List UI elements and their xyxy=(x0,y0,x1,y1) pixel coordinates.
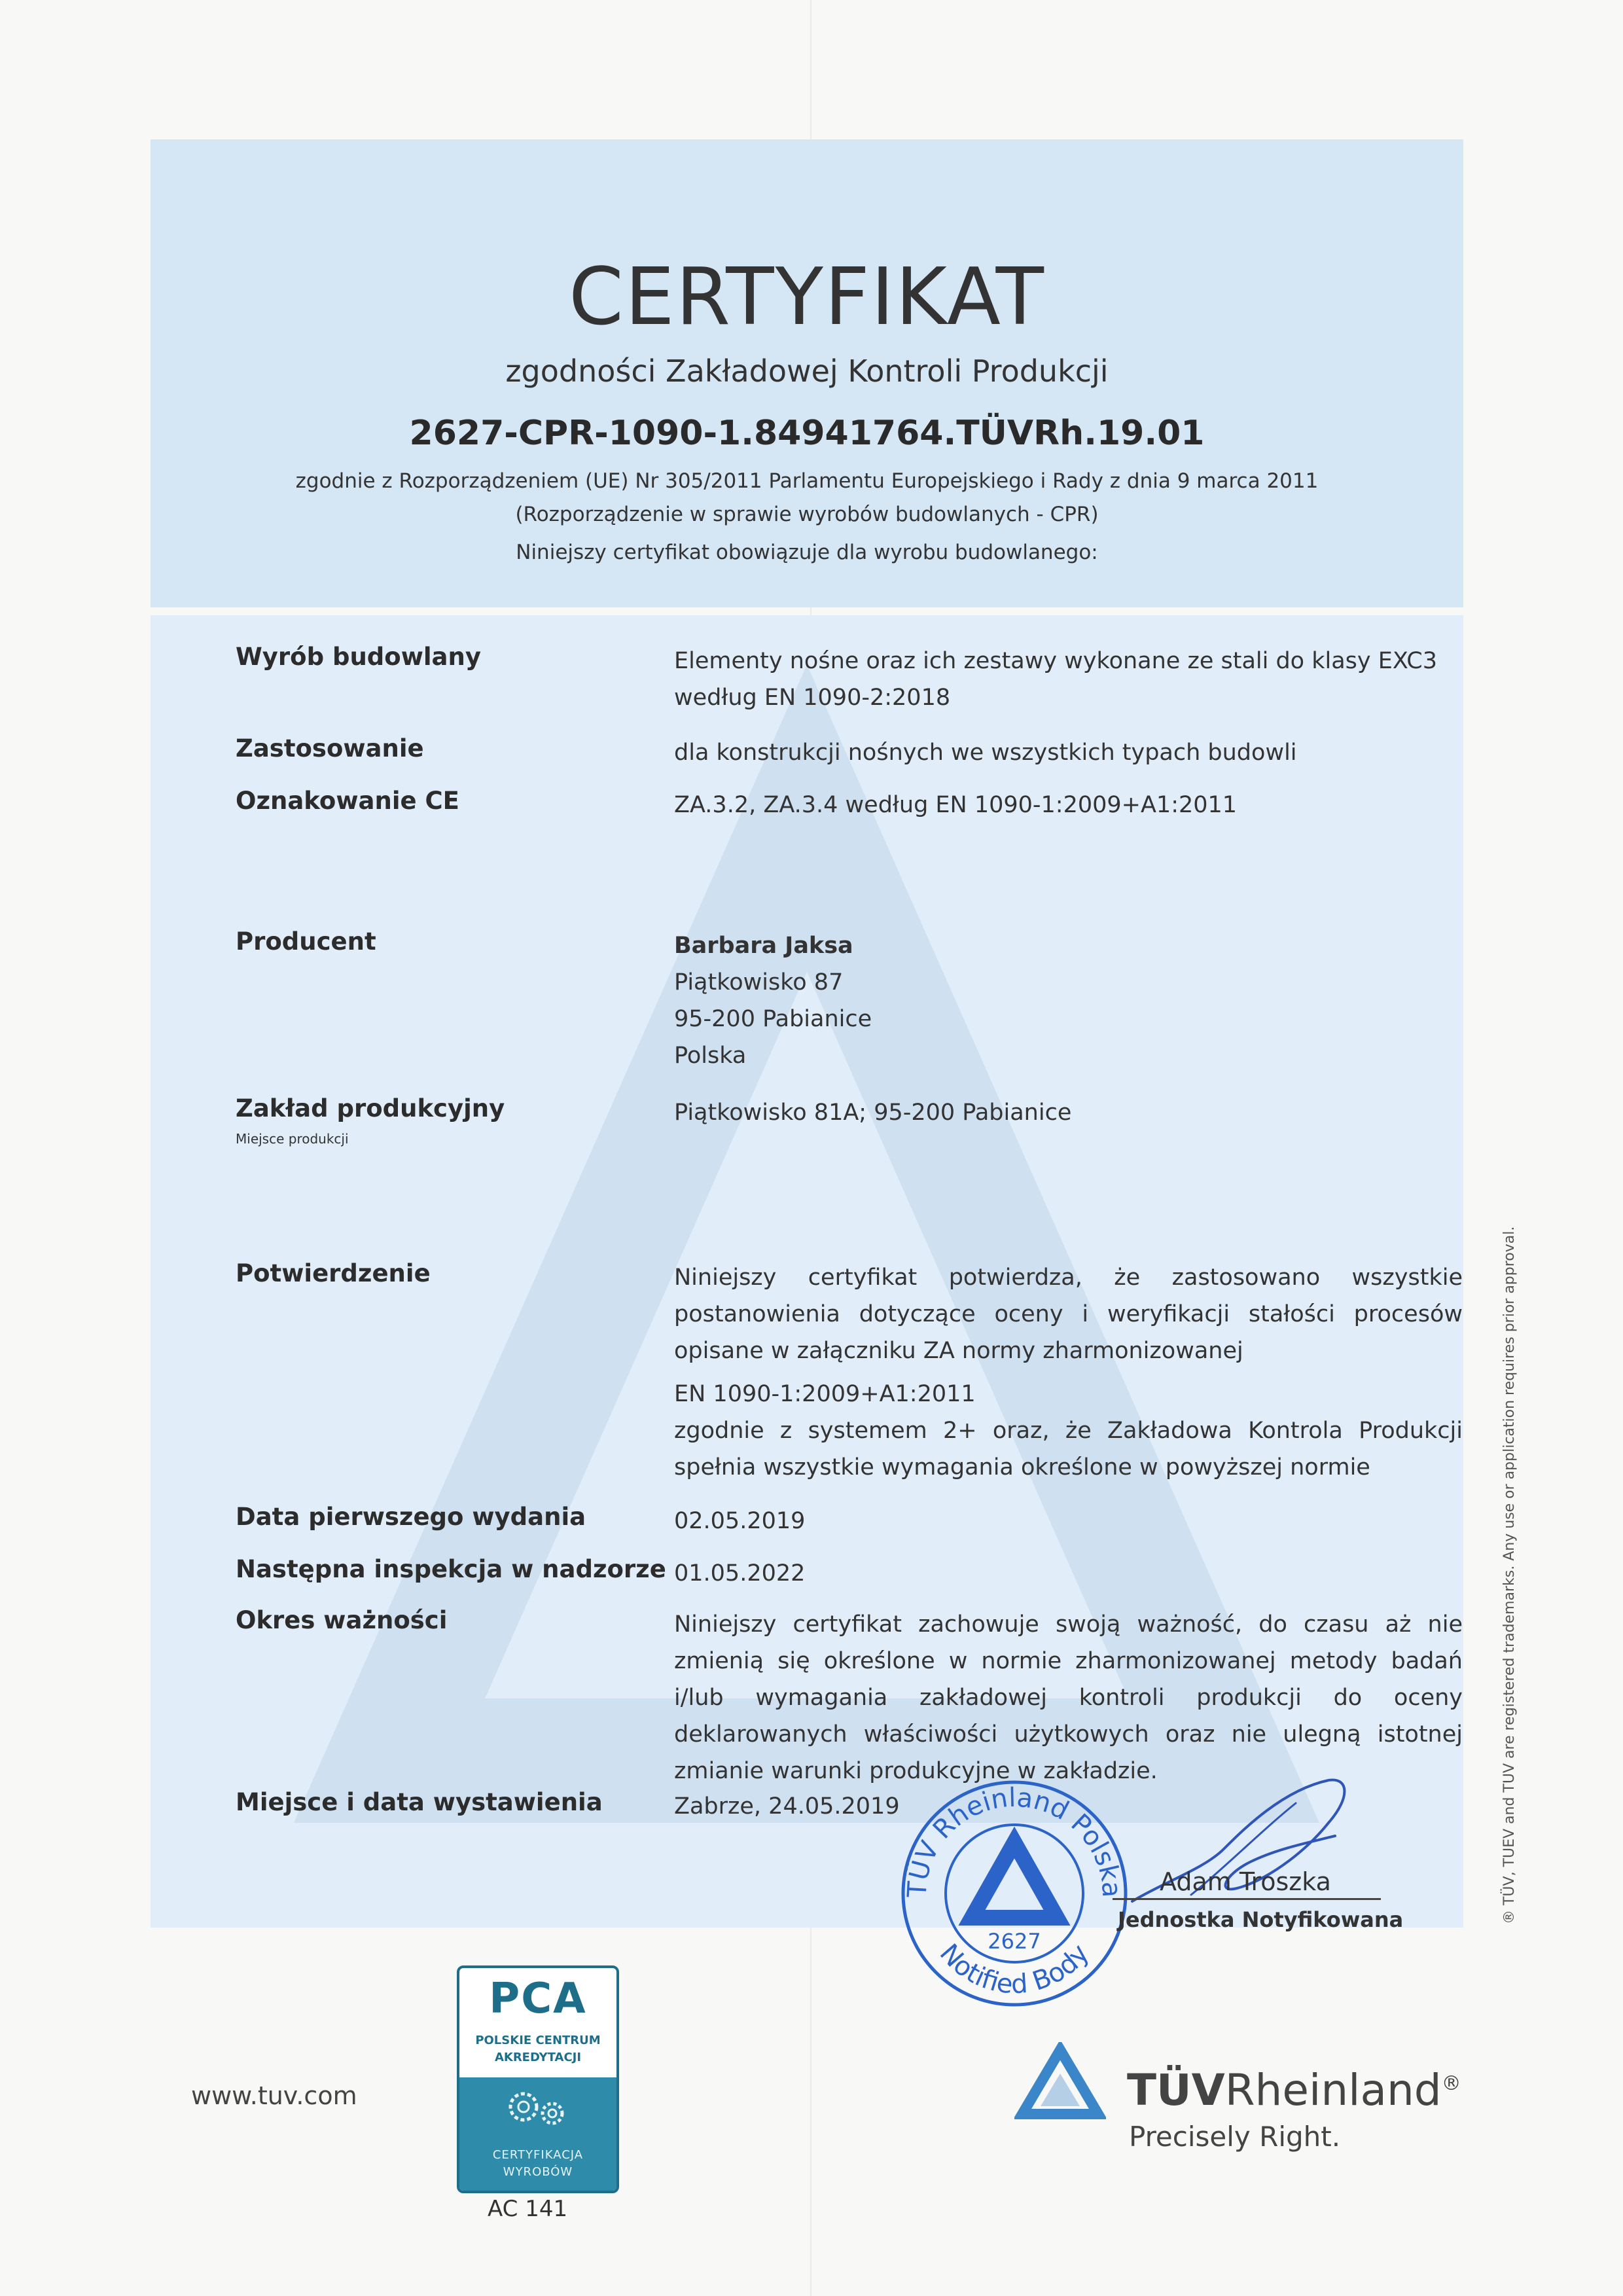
pca-name-line: AKREDYTACJI xyxy=(494,2051,582,2064)
pca-accreditation-code: AC 141 xyxy=(488,2196,568,2222)
pca-certification-band xyxy=(459,2077,616,2191)
pca-logo-text: PCA xyxy=(489,1975,587,2023)
confirmation-text: zgodnie z systemem 2+ oraz, że Zakładowa Kontrola Produkcji spełnia wszystkie wymagania określone w powyższej normie xyxy=(674,1418,1463,1480)
field-value: Elementy nośne oraz ich zestawy wykonane ze stali do klasy EXC3 według EN 1090-2:2018 xyxy=(674,648,1437,711)
certificate-title: CERTYFIKAT xyxy=(569,252,1045,343)
tuv-triangle-logo-icon xyxy=(1014,2042,1106,2121)
signature-line xyxy=(1113,1898,1381,1900)
field-value: Niniejszy certyfikat zachowuje swoją ważność, do czasu aż nie zmienią się określone w normie zharmonizowanej metody badań i/lub wymagania zakładowej kontroli produkcji do oceny deklarowanych właściwości użytkowych oraz nie ulegną istotnej zmianie warunki produkcyjne w zakładzie. xyxy=(674,1611,1463,1784)
signer-name: Adam Troszka xyxy=(1160,1867,1331,1896)
website-link[interactable]: www.tuv.com xyxy=(191,2081,357,2110)
trademark-note: ® TÜV, TUEV and TUV are registered trademarks. Any use or application requires prior approval. xyxy=(1501,1226,1518,1924)
certificate-subtitle: zgodności Zakładowej Kontroli Produkcji xyxy=(505,353,1109,389)
field-label: Zakład produkcyjny xyxy=(236,1094,505,1122)
stamp-number: 2627 xyxy=(988,1929,1041,1954)
regulation-line: (Rozporządzenie w sprawie wyrobów budowlanych - CPR) xyxy=(515,503,1099,526)
pca-name-line: POLSKIE CENTRUM xyxy=(475,2034,601,2047)
field-label: Miejsce i data wystawienia xyxy=(236,1788,603,1816)
field-label: Następna inspekcja w nadzorze xyxy=(236,1555,666,1583)
field-sublabel: Miejsce produkcji xyxy=(236,1131,349,1147)
confirmation-block xyxy=(674,1259,1463,1486)
field-value: Piątkowisko 81A; 95-200 Pabianice xyxy=(674,1100,1072,1126)
field-label: Potwierdzenie xyxy=(236,1259,431,1287)
field-label: Zastosowanie xyxy=(236,734,424,762)
producer-country: Polska xyxy=(674,1043,747,1069)
stamp-top-text: TÜV Rheinland Polska xyxy=(902,1782,1127,1899)
field-label: Wyrób budowlany xyxy=(236,643,481,671)
regulation-line: zgodnie z Rozporządzeniem (UE) Nr 305/2011 Parlamentu Europejskiego i Rady z dnia 9 marca 2011 xyxy=(295,469,1319,493)
field-label: Oznakowanie CE xyxy=(236,787,459,815)
producer-name: Barbara Jaksa xyxy=(674,933,853,959)
tuv-rheinland-brand xyxy=(1127,2065,1461,2115)
producer-street: Piątkowisko 87 xyxy=(674,969,844,996)
field-label: Producent xyxy=(236,927,376,956)
producer-city: 95-200 Pabianice xyxy=(674,1006,872,1032)
field-value: dla konstrukcji nośnych we wszystkich typach budowli xyxy=(674,740,1297,766)
tuv-brand-bold: TÜV xyxy=(1127,2065,1225,2115)
notified-body-stamp xyxy=(897,1777,1132,2009)
field-value: ZA.3.2, ZA.3.4 według EN 1090-1:2009+A1:2011 xyxy=(674,792,1238,818)
field-value: 02.05.2019 xyxy=(674,1508,806,1534)
signer-role: Jednostka Notyfikowana xyxy=(1118,1907,1404,1932)
pca-cert-line: WYROBÓW xyxy=(503,2165,573,2179)
producer-address xyxy=(674,927,1463,1074)
confirmation-text: Niniejszy certyfikat potwierdza, że zastosowano wszystkie postanowienia dotyczące oceny i weryfikacji stałości procesów opisane w załączniku ZA normy zharmonizowanej xyxy=(674,1265,1463,1364)
registered-mark: ® xyxy=(1441,2072,1461,2095)
field-label: Data pierwszego wydania xyxy=(236,1503,586,1531)
pca-cert-line: CERTYFIKACJA xyxy=(492,2148,584,2162)
confirmation-standard: EN 1090-1:2009+A1:2011 xyxy=(674,1381,976,1407)
tuv-slogan: Precisely Right. xyxy=(1129,2121,1341,2153)
certificate-number: 2627-CPR-1090-1.84941764.TÜVRh.19.01 xyxy=(409,414,1205,453)
stamp-bottom-text: Notified Body xyxy=(933,1938,1096,2000)
regulation-line: Niniejszy certyfikat obowiązuje dla wyrobu budowlanego: xyxy=(516,541,1098,564)
field-value: 01.05.2022 xyxy=(674,1560,806,1587)
tuv-brand-rest: Rheinland xyxy=(1224,2065,1442,2115)
field-label: Okres ważności xyxy=(236,1606,448,1634)
gears-icon xyxy=(459,2077,616,2136)
field-value: Zabrze, 24.05.2019 xyxy=(674,1793,900,1820)
pca-accreditation-logo xyxy=(457,1965,619,2193)
